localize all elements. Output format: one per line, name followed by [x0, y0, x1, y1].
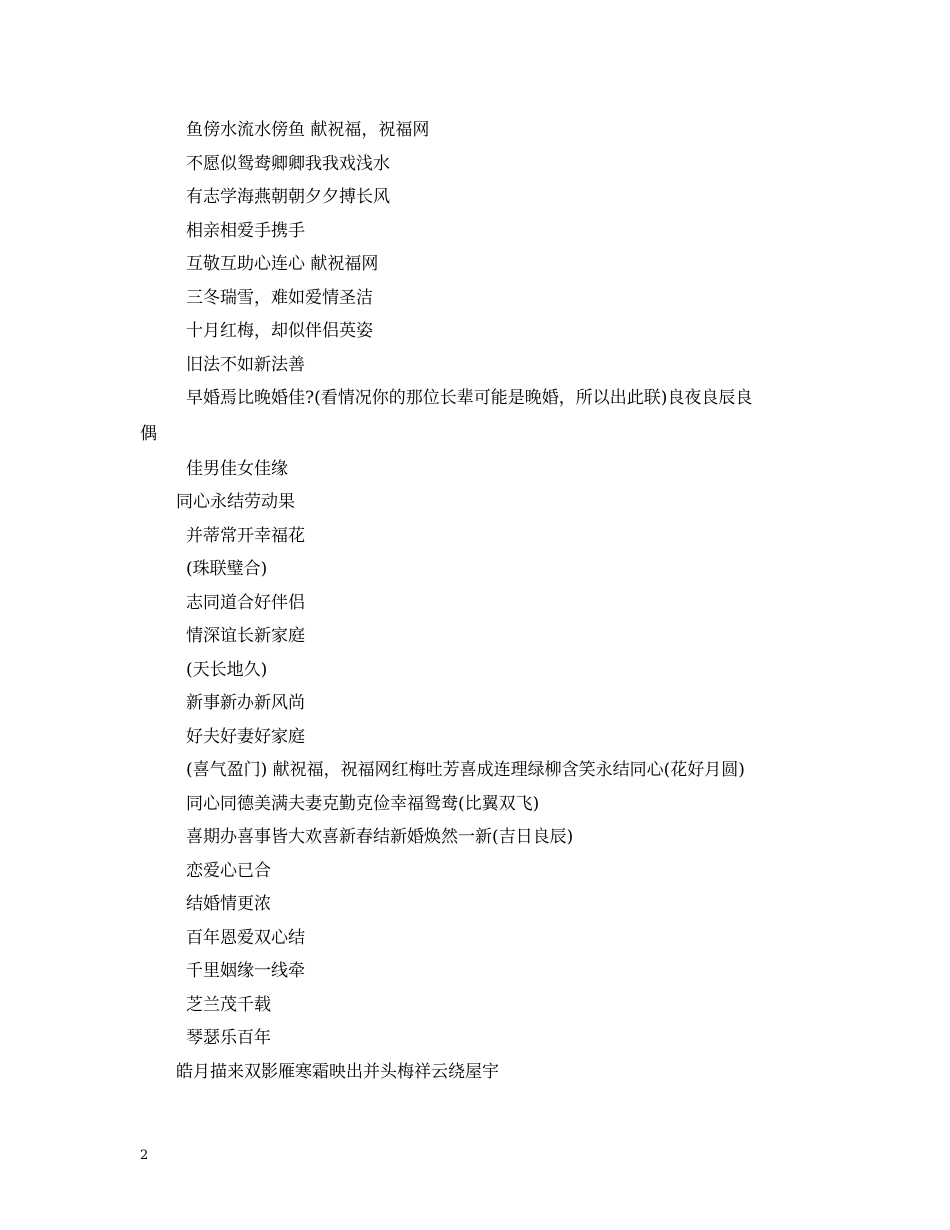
text-line: 百年恩爱双心结	[186, 928, 305, 948]
text-line: 偶	[140, 424, 157, 444]
text-line: 新事新办新风尚	[186, 693, 305, 713]
text-line: (珠联璧合)	[186, 559, 268, 579]
text-line: 皓月描来双影雁寒霜映出并头梅祥云绕屋宇	[176, 1062, 499, 1082]
text-line: 琴瑟乐百年	[186, 1028, 271, 1048]
text-line: 恋爱心已合	[186, 861, 271, 881]
text-line: 结婚情更浓	[186, 894, 271, 914]
page-number: 2	[140, 1148, 149, 1163]
text-line: 三冬瑞雪，难如爱情圣洁	[186, 288, 373, 308]
text-line: 鱼傍水流水傍鱼 献祝福，祝福网	[186, 120, 430, 140]
text-line: 情深谊长新家庭	[186, 626, 305, 646]
text-line: (喜气盈门) 献祝福，祝福网红梅吐芳喜成连理绿柳含笑永结同心(花好月圆)	[186, 760, 745, 780]
text-line: 志同道合好伴侣	[186, 593, 305, 613]
text-line: 早婚焉比晚婚佳?(看情况你的那位长辈可能是晚婚，所以出此联)良夜良辰良	[186, 388, 753, 408]
text-line: 不愿似鸳鸯卿卿我我戏浅水	[186, 154, 390, 174]
text-line: 芝兰茂千载	[186, 995, 271, 1015]
text-line: 并蒂常开幸福花	[186, 526, 305, 546]
text-line: 千里姻缘一线牵	[186, 961, 305, 981]
text-line: 喜期办喜事皆大欢喜新春结新婚焕然一新(吉日良辰)	[186, 827, 574, 847]
text-line: 好夫好妻好家庭	[186, 727, 305, 747]
text-line: 互敬互助心连心 献祝福网	[186, 254, 379, 274]
text-line: 相亲相爱手携手	[186, 221, 305, 241]
text-line: 有志学海燕朝朝夕夕搏长风	[186, 187, 390, 207]
text-line: 佳男佳女佳缘	[186, 459, 288, 479]
text-line: 旧法不如新法善	[186, 355, 305, 375]
text-line: (天长地久)	[186, 660, 268, 680]
text-line: 十月红梅，却似伴侣英姿	[186, 321, 373, 341]
text-line: 同心同德美满夫妻克勤克俭幸福鸳鸯(比翼双飞)	[186, 794, 540, 814]
text-line: 同心永结劳动果	[176, 492, 295, 512]
